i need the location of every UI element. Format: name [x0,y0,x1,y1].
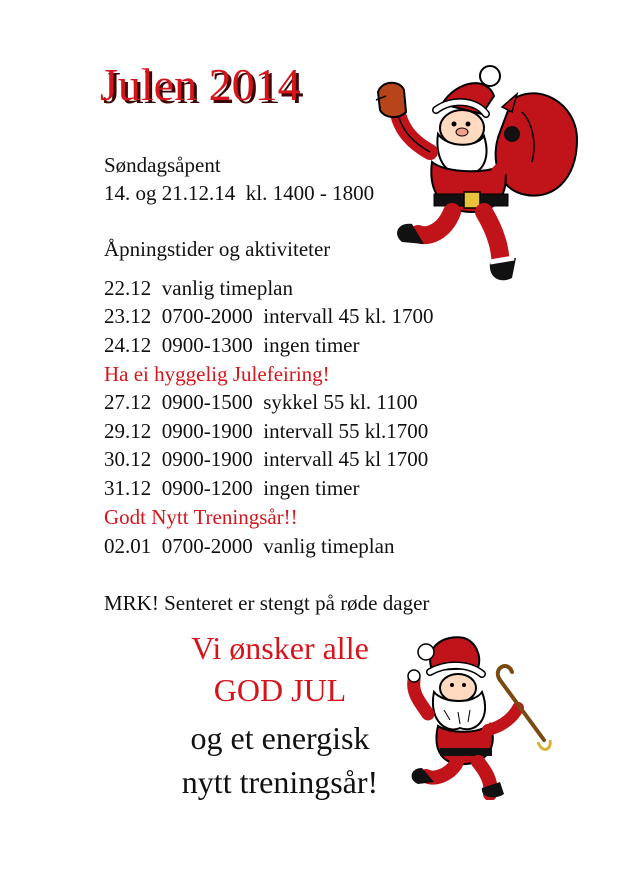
schedule-line: 30.12 0900-1900 intervall 45 kl 1700 [104,447,429,471]
page-title: Julen 2014 [100,59,301,110]
schedule-line: 02.01 0700-2000 vanlig timeplan [104,534,395,558]
sunday-heading: Søndagsåpent [104,153,221,177]
schedule-heading: Åpningstider og aktiviteter [104,237,331,261]
greeting-line-3: og et energisk [190,720,370,756]
schedule-line: 27.12 0900-1500 sykkel 55 kl. 1100 [104,390,418,414]
schedule-line: 29.12 0900-1900 intervall 55 kl.1700 [104,419,429,443]
schedule-line: 22.12 vanlig timeplan [104,276,293,300]
greeting-line-2: GOD JUL [213,672,347,708]
santa-cane-illustration [404,630,554,800]
santa-running-illustration [372,62,582,284]
schedule-line: 24.12 0900-1300 ingen timer [104,333,360,357]
greeting-line-1: Vi ønsker alle [191,630,369,666]
schedule-greeting-line: Ha ei hyggelig Julefeiring! [104,362,330,386]
schedule-greeting-line: Godt Nytt Treningsår!! [104,505,298,529]
notice-text: MRK! Senteret er stengt på røde dager [104,591,430,615]
schedule-line: 23.12 0700-2000 intervall 45 kl. 1700 [104,304,434,328]
schedule-line: 31.12 0900-1200 ingen timer [104,476,360,500]
greeting-line-4: nytt treningsår! [181,764,379,800]
sunday-dates: 14. og 21.12.14 kl. 1400 - 1800 [104,181,375,205]
